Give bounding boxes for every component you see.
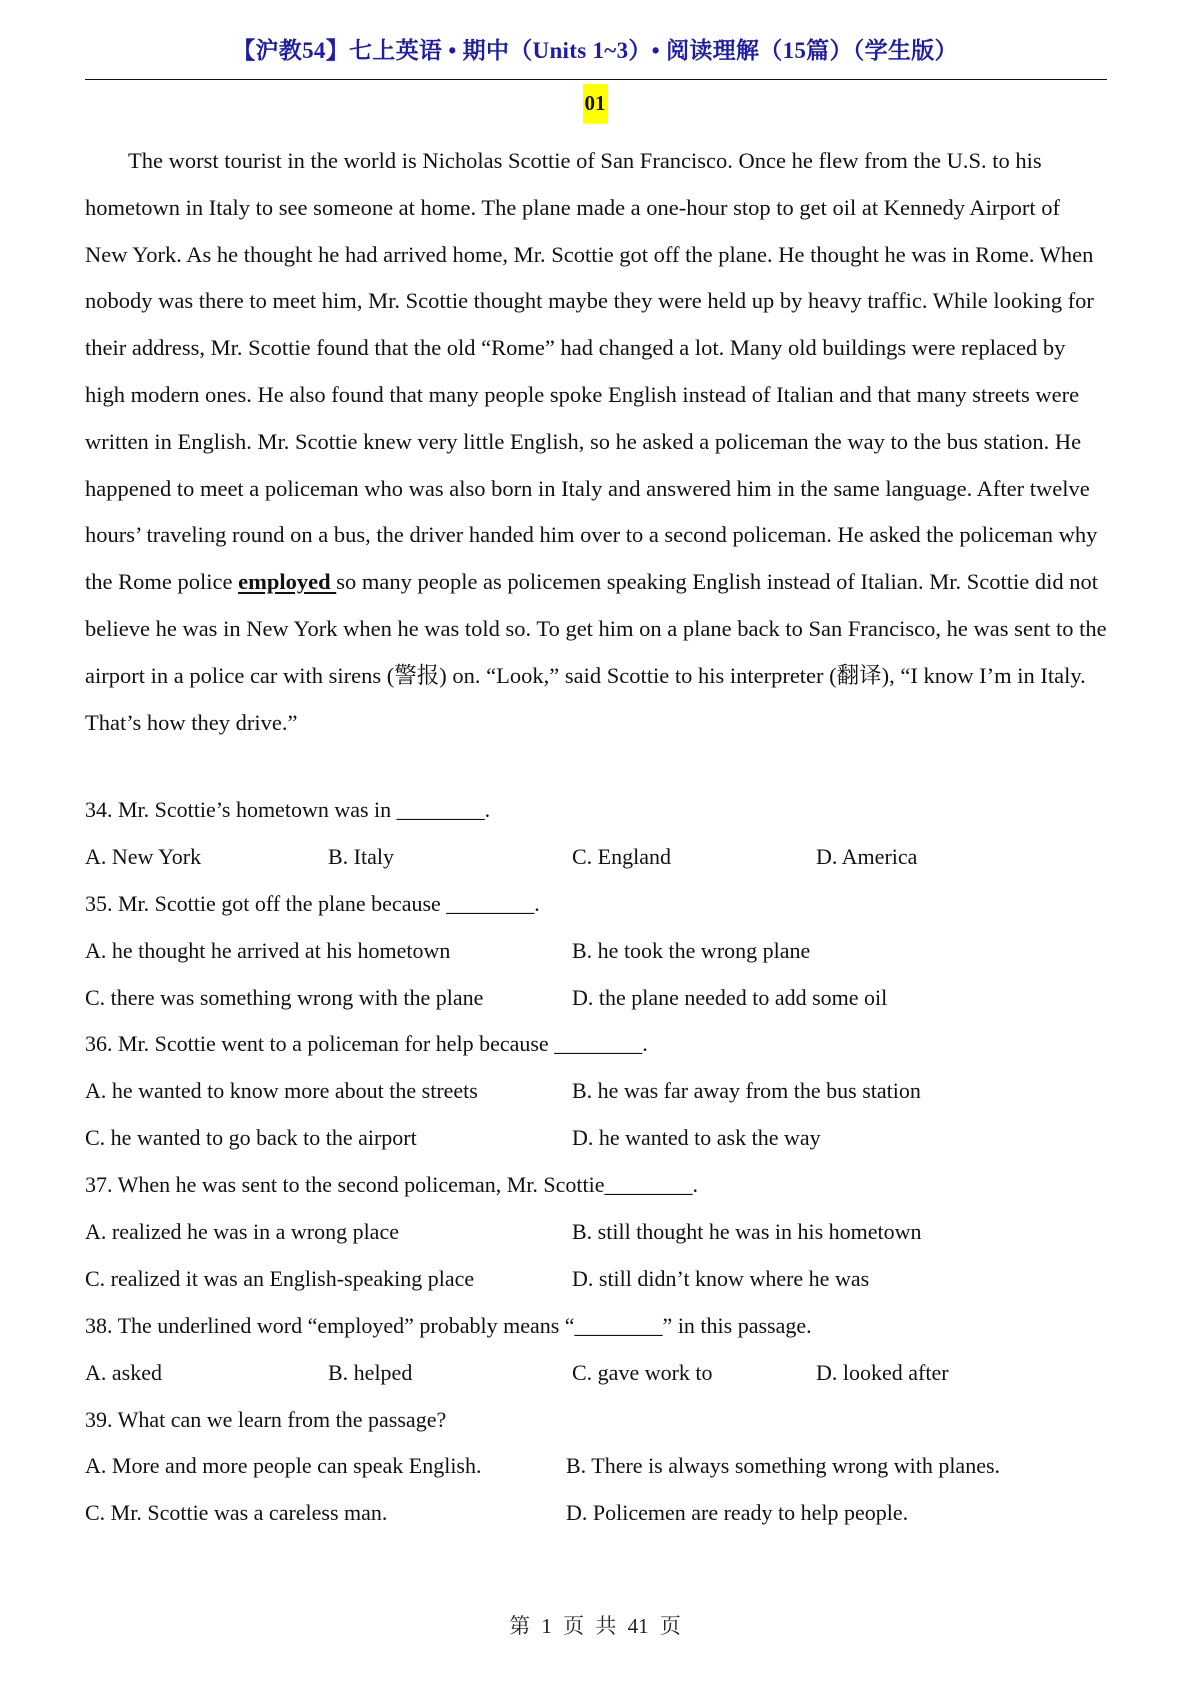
option-c: C. gave work to bbox=[572, 1359, 713, 1385]
question-stem: 38. The underlined word “employed” probably means “________” in this passage. bbox=[85, 1312, 812, 1338]
option-row bbox=[85, 1068, 1107, 1115]
section-number-badge: 01 bbox=[583, 84, 608, 123]
option-d: D. looked after bbox=[816, 1359, 949, 1385]
option-b: B. still thought he was in his hometown bbox=[572, 1219, 922, 1245]
option-b: B. Italy bbox=[328, 843, 394, 869]
option-d: D. Policemen are ready to help people. bbox=[566, 1500, 909, 1526]
document-header-title: 【沪教54】七上英语 • 期中（Units 1~3）• 阅读理解（15篇）（学生版） bbox=[232, 38, 958, 63]
option-row bbox=[85, 1256, 1107, 1303]
question-stem: 37. When he was sent to the second policeman, Mr. Scottie________. bbox=[85, 1172, 699, 1198]
option-b: B. helped bbox=[328, 1359, 413, 1385]
question-stem: 39. What can we learn from the passage? bbox=[85, 1406, 447, 1432]
option-b: B. he was far away from the bus station bbox=[572, 1078, 921, 1104]
option-d: D. still didn’t know where he was bbox=[572, 1265, 870, 1291]
option-a: A. New York bbox=[85, 843, 202, 869]
option-row bbox=[85, 1350, 1107, 1397]
question-stem: 35. Mr. Scottie got off the plane because ________. bbox=[85, 890, 540, 916]
option-d: D. the plane needed to add some oil bbox=[572, 984, 888, 1010]
option-d: D. he wanted to ask the way bbox=[572, 1125, 821, 1151]
option-c: C. England bbox=[572, 843, 671, 869]
option-c: C. realized it was an English-speaking place bbox=[85, 1265, 475, 1291]
option-a: A. he wanted to know more about the streets bbox=[85, 1078, 478, 1104]
question-stem: 34. Mr. Scottie’s hometown was in ________. bbox=[85, 797, 491, 822]
option-row bbox=[85, 975, 1107, 1022]
section-badge-container bbox=[0, 84, 1190, 123]
passage-text-part-2: so many people as policemen speaking English instead of Italian. Mr. Scottie did not believe he was in New York when he was told so. To get him on a plane back to San Francisco, he was sent to the airport in a police car with sirens (警报) on. “Look,” said Scottie to his interpreter (翻译), “I know I’m in Italy. That’s how they drive.” bbox=[85, 569, 1107, 735]
option-c: C. Mr. Scottie was a careless man. bbox=[85, 1500, 388, 1526]
option-a: A. he thought he arrived at his hometown bbox=[85, 937, 451, 963]
option-row bbox=[85, 1443, 1107, 1490]
option-row bbox=[85, 1490, 1107, 1537]
page-number-footer: 第 1 页 共 41 页 bbox=[509, 1614, 681, 1638]
passage-text-part-1: The worst tourist in the world is Nicholas Scottie of San Francisco. Once he flew from the U.S. to his hometown in Italy to see someone at home. The plane made a one-hour stop to get oil at Kennedy Airport of New York. As he thought he had arrived home, Mr. Scottie got off the plane. He thought he was in Rome. When nobody was there to meet him, Mr. Scottie thought maybe they were held up by heavy traffic. While looking for their address, Mr. Scottie found that the old “Rome” had changed a lot. Many old buildings were replaced by high modern ones. He also found that many people spoke English instead of Italian and that many streets were written in English. Mr. Scottie knew very little English, so he asked a policeman the way to the bus station. He happened to meet a policeman who was also born in Italy and answered him in the same language. After twelve hours’ traveling round on a bus, the driver handed him over to a second policeman. He asked the policeman why the Rome police bbox=[85, 148, 1098, 595]
option-a: A. realized he was in a wrong place bbox=[85, 1219, 399, 1245]
header-divider bbox=[85, 79, 1107, 80]
option-row bbox=[85, 1115, 1107, 1162]
option-row bbox=[85, 834, 1107, 881]
option-a: A. More and more people can speak English. bbox=[85, 1453, 482, 1479]
underlined-word: employed bbox=[238, 569, 337, 595]
option-row bbox=[85, 928, 1107, 975]
option-d: D. America bbox=[816, 843, 918, 869]
option-b: B. he took the wrong plane bbox=[572, 937, 811, 963]
option-b: B. There is always something wrong with planes. bbox=[566, 1453, 1001, 1479]
reading-passage bbox=[85, 138, 1107, 746]
option-row bbox=[85, 1209, 1107, 1256]
question-list bbox=[85, 787, 1107, 1537]
question-stem: 36. Mr. Scottie went to a policeman for help because ________. bbox=[85, 1031, 648, 1057]
option-c: C. he wanted to go back to the airport bbox=[85, 1125, 417, 1151]
option-c: C. there was something wrong with the plane bbox=[85, 984, 484, 1010]
option-a: A. asked bbox=[85, 1359, 162, 1385]
